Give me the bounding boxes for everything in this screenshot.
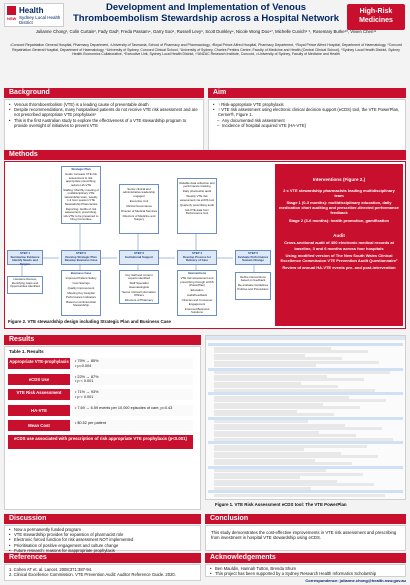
references-heading: References <box>4 553 201 563</box>
list-item: • Prioritisation of positive engagement and culture change <box>8 543 197 548</box>
strategic-plan-box: Strategic Plan Goals: Increase VTE risk assessment & risk-appropriate prescribing, reduce HA-VTE Staffing: Monthly meeting of multidisciplinary VTE stewardship team, weekly 1-3 hour session VTE Stewardship Pharmacists Reporting: Audits of risk assessment, prescribing, HA-VTE to be presented to Drug Committee <box>61 166 101 224</box>
step-label: STEP 1 Summarise Evidence Identify Needs and Targets <box>10 251 40 266</box>
list-item: • Venous thromboembolism (VTE) is a leading cause of preventable death <box>8 102 200 107</box>
aim-heading: Aim <box>208 88 406 98</box>
background-panel <box>4 99 204 155</box>
diagram-text: Staffing: Monthly meeting of multidisciplinary VTE stewardship team, weekly 1-3 hour session VTE Stewardship Pharmacists <box>63 187 99 206</box>
diagram-text: Meeting Key Hospital Performance Indicators <box>66 291 96 299</box>
ehr-order-row <box>214 494 385 497</box>
poster-title: Development and Implementation of Venous Thromboembolism Stewardship across a Hospital Network <box>72 2 340 24</box>
discussion-list <box>8 527 197 553</box>
results-footer: eCDS use associated with prescription of risk appropriate VTE prophylaxis (p<0.001) <box>8 435 193 449</box>
background-heading: Background <box>4 88 204 98</box>
interventions-box: Interventions VTE risk assessment and prescribing through eCDS (PowerPlan) Education Audit/Feedback Clinician and Consumer Engagement Improved Business Solutions <box>177 270 217 316</box>
diagram-text: Quality Improvement <box>67 286 95 290</box>
acknowledgements-list <box>209 566 402 576</box>
conclusion-text: This study demonstrates the cost-effective improvements in VTE risk assessment and prescribing from investment in hospital VTE stewardship using eCDS. <box>205 525 406 551</box>
diagram-text: Staff Specialist Haematologists <box>129 281 149 289</box>
diagram-text: Education <box>190 288 204 292</box>
list-item: – Incidence of hospital acquired VTE (HA-VTE) <box>212 123 402 128</box>
diagram-text: Directors of Pharmacy <box>124 298 154 302</box>
step-label: STEP 5 Evaluate Performance Sustain Change <box>237 251 269 262</box>
correspondence: Correspondence: julianne.chong@health.nsw.gov.au <box>305 578 406 583</box>
list-item: – Any documented risk assessment <box>212 118 402 123</box>
list-item: • This project has been supported by a Sydney Research Health Informatics Scholarship <box>209 571 402 576</box>
diagram-text: Senior Clinical Information Officers <box>122 289 156 297</box>
authors: Julianne Chong¹, Colin Curtain², Fady Gad³, Freda Passam⁴, Garry Soo⁵, Russell Levy⁶, Scott Dunkley⁴, Nicole Wong Doo⁴⁷, Michelle Cunich⁸ ⁹, Rosemary Burke¹⁰, Vivien Chen¹¹ <box>35 29 377 34</box>
literature-review-box: Literature Review, Identifying Gaps and Opportunities Identified <box>7 276 43 294</box>
results-row <box>8 358 193 369</box>
diagram-text: Improved Business Solutions <box>184 306 210 314</box>
audit-heading: Audit <box>333 232 345 238</box>
waratah-icon <box>7 6 16 15</box>
business-case-box: Business Case Improved Patient Safety Cost Savings Quality Improvement Meeting Key Hospital Performance Indicators Based on Antimicrobial Stewardship <box>61 270 101 316</box>
list-item: • ↑ VTE risk assessment using electronic clinical decision support (eCDS) tool, the VTE PowerPlan, Cerner®, Figure 1. <box>212 107 402 117</box>
diagram-text: Clinician and Consumer Engagement <box>181 298 213 306</box>
diagram-text: VTE risk assessment and prescribing through eCDS (PowerPlan) <box>180 276 214 287</box>
vte-powerplan-screenshot <box>205 335 406 500</box>
aim-panel <box>208 99 406 155</box>
sustain-change-box <box>235 272 271 300</box>
results-row <box>8 405 193 416</box>
list-item: • This is the first Australian study to explore the effectiveness of a VTE stewardship program to provide oversight of initiatives to prevent VTE <box>8 118 200 128</box>
diagram-text: HA-VTE data from Performance Unit <box>185 207 209 215</box>
nsw-health-logo <box>4 3 64 27</box>
diagram-text: Clinical Governance <box>126 203 152 208</box>
results-heading: Results <box>4 335 201 345</box>
diagram-text: Reliable data collection and performance tracking <box>179 180 215 188</box>
step-3 <box>119 250 159 265</box>
references-list <box>9 567 196 578</box>
list-item: • VTE stewardship provides for expansion of pharmacist role <box>8 532 197 537</box>
diagram-text: Key staff and content experts identified <box>125 272 153 280</box>
interventions-audit-panel: Interventions (Figure 2.) 2 x VTE stewardship pharmacists leading multidisciplinary team Stage 1 (0-3 months): multidisciplinary education, daily medication chart auditing and prescriber-directed performance feedback Stage 2 (3-6 months): health promotion, gamification Audit Cross-sectional audit of 400 electronic medical records at baseline, 3 and 6 months across four hospitals Using modified version of The New South Wales Clinical Excellence Commission VTE Prevention Audit Questionnaire² Review of annual HA-VTE events pre- and post-intervention <box>275 164 403 326</box>
diagram-text: Based on Antimicrobial Stewardship <box>66 299 96 307</box>
list-item: • Now a permanently funded program <box>8 527 197 532</box>
results-label: eCDS Use <box>8 374 70 385</box>
list-item: • ↑ Risk-appropriate VTE prophylaxis <box>212 102 402 107</box>
table-title: Table 1. Results <box>9 349 44 354</box>
diagram-text: Quarterly prescribing audit <box>180 202 214 207</box>
aim-list <box>212 102 402 128</box>
results-value: • 22% → 87% • p < 0.001 <box>72 374 193 385</box>
key-staff-box <box>119 270 159 304</box>
diagram-text: 2. Clinical Excellence Commission. VTE Prevention Audit: Auditor Reference Guide. 2020. <box>9 572 176 578</box>
diagram-text: Refine interventions based on feedback <box>240 274 266 282</box>
diagram-text: Improved Patient Safety <box>65 276 97 280</box>
results-row <box>8 374 193 385</box>
results-value: • 7.69 → 6.59 events per 10,000 episodes of care, p=0.43 <box>72 405 193 416</box>
list-item: • Electronic forced function for risk assessment NOT implemented <box>8 537 197 542</box>
results-label: HA-VTE <box>8 405 70 416</box>
leadership-box <box>119 184 159 234</box>
acknowledgements-panel <box>205 564 406 577</box>
diagram-text: Re-evaluate Guidelines Policies and Procedures <box>237 283 269 291</box>
list-item: • Despite recommendations, many hospitalised patients do not receive VTE risk assessment and are not prescribed appropriate VTE prophylaxis¹ <box>8 107 200 117</box>
diagram-text: 1. Cohen AT et. al. Lancet. 2008;371:387-94. <box>9 566 93 572</box>
discussion-heading: Discussion <box>4 514 201 524</box>
step-label: STEP 3 Institutional Support <box>124 251 154 259</box>
logo-subtitle: Sydney Local Health District <box>19 15 61 25</box>
high-risk-medicines-badge: High-Risk Medicines <box>347 4 405 30</box>
results-label: Appropriate VTE-prophylaxis <box>8 358 70 369</box>
results-row <box>8 389 193 400</box>
step-1 <box>7 250 43 265</box>
diagram-text: Directors of Medicine and Surgery <box>122 213 156 221</box>
diagram-text: Cost Savings <box>72 281 90 285</box>
diagram-text: Reporting: Audits of risk assessment, prescribing, HA-VTE to be presented to Drug Committee <box>63 206 99 221</box>
logo-title: Health <box>19 6 44 15</box>
data-tracking-box <box>177 178 217 234</box>
logo-nsw: NSW <box>7 16 17 21</box>
diagram-text: Weekly VTE risk assessment via eCDS tool <box>180 194 214 202</box>
step-label: STEP 4 Develop Process for Delivery of Care <box>183 251 211 262</box>
discussion-panel <box>4 525 201 551</box>
diagram-text: Senior clinical and administrative leadership engaged <box>123 186 155 198</box>
methods-heading: Methods <box>4 150 406 160</box>
diagram-text: Director of Medical Services <box>121 208 157 213</box>
references-panel <box>4 564 201 581</box>
diagram-text: Audit/Feedback <box>186 293 208 297</box>
list-item: • Future research: reasons for inappropriate prophylaxis <box>8 548 197 553</box>
figure1-caption: Figure 1. VTE Risk Assessment eCDS tool: The VTE PowerPlan <box>215 502 347 507</box>
results-label: VTE Risk Assessment <box>8 389 70 400</box>
results-value: • $0.52 per patient <box>72 420 193 431</box>
affiliations: ¹Concord Repatriation General Hospital, Pharmacy Department, ²University of Tasmania, School of Pharmacy and Pharmacology, ³Royal Prince Alfred Hospital, Pharmacy Department, ⁴Royal Prince Alfred Hospital, Department of Haematology, ⁵Concord Repatriation General Hospital, Department of Haematology, ⁶University of Sydney, Concord Clinical School, ⁷University of Sydney, Charles Perkins Centre, Faculty of Medicine and Health (Central Clinical School), ⁸Sydney Local Health District, Sydney Health Economics Collaborative, ⁹Executive Unit, Sydney Local Health District, ¹⁰ANZAC Research Institute, Concord, ¹¹University of Sydney, Faculty of Medicine and Health <box>9 43 403 57</box>
interventions-heading: Interventions (Figure 2.) <box>312 177 366 182</box>
diagram-text: Goals: Increase VTE risk assessment & risk-appropriate prescribing, reduce HA-VTE <box>65 172 97 187</box>
results-value: • 71% → 93% • p < 0.001 <box>72 389 193 400</box>
step-5 <box>235 250 271 265</box>
results-value: • 75% → 85% • p=0.004 <box>72 358 193 369</box>
ehr-toolbar <box>206 336 405 340</box>
step-2 <box>61 250 101 265</box>
diagram-text: Executive Unit <box>129 198 149 203</box>
step-label: STEP 2 Develop Strategic Plan Develop Business Case <box>64 251 98 262</box>
step-4 <box>177 250 217 265</box>
results-label: Mean Cost <box>8 420 70 431</box>
list-item: • Ben Mauldin, Hannah Tutton, Brenda Shum <box>209 566 402 571</box>
acknowledgements-heading: Acknowledgements <box>205 553 406 563</box>
methods-figure-caption: Figure 2. VTE stewardship design including Strategic Plan and Business Case <box>8 319 171 324</box>
results-row <box>8 420 193 431</box>
conclusion-heading: Conclusion <box>205 514 406 524</box>
diagram-text: Daily pharmacist audit <box>182 189 212 193</box>
methods-panel <box>4 161 406 329</box>
background-list <box>8 102 200 128</box>
